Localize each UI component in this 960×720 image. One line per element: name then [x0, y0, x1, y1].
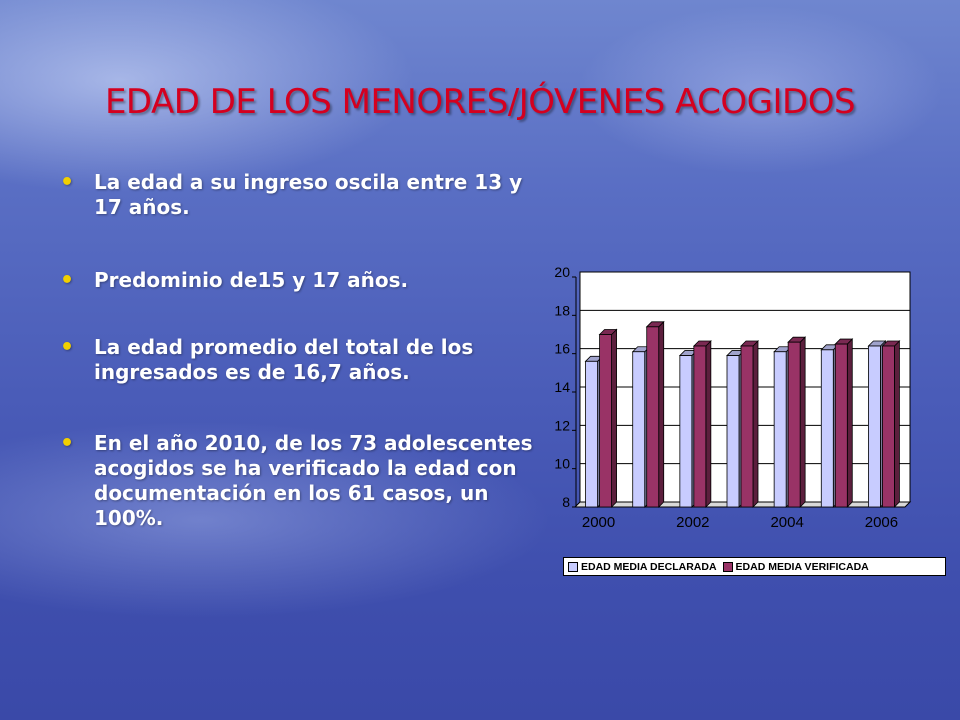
- bar-side: [659, 322, 664, 507]
- bar: [882, 346, 894, 507]
- bullet-item: [60, 268, 540, 293]
- bullet-dot-icon: •: [60, 431, 75, 456]
- x-tick-label: 2000: [581, 514, 616, 531]
- legend-label-declarada: EDAD MEDIA DECLARADA: [581, 560, 717, 573]
- bullet-text: La edad promedio del total de los ingresados es de 16,7 años.: [94, 335, 474, 384]
- bar-side: [894, 341, 899, 507]
- bar: [647, 327, 659, 507]
- bar-side: [847, 339, 852, 507]
- bullet-item: [60, 335, 540, 385]
- legend-swatch-declarada: [568, 562, 578, 572]
- bar: [600, 335, 612, 508]
- bar: [586, 361, 598, 507]
- bullet-text: En el año 2010, de los 73 adolescentes acogidos se ha verificado la edad con documentación en los 61 casos, un 100%.: [94, 431, 533, 530]
- bullet-item: [60, 431, 540, 531]
- legend-item-declarada: [568, 561, 717, 573]
- bar-side: [706, 341, 711, 507]
- slide-title: EDAD DE LOS MENORES/JÓVENES ACOGIDOS: [104, 82, 856, 122]
- bar: [727, 356, 739, 507]
- bullet-dot-icon: •: [60, 335, 75, 360]
- bar: [680, 356, 692, 507]
- bullet-dot-icon: •: [60, 268, 75, 293]
- bullet-list: [60, 170, 540, 531]
- bullet-dot-icon: •: [60, 170, 75, 195]
- bar-side: [612, 330, 617, 508]
- bar: [835, 344, 847, 507]
- y-tick-label: 18: [554, 302, 570, 319]
- bullet-text: Predominio de15 y 17 años.: [94, 268, 409, 292]
- chart-legend: [563, 557, 946, 576]
- bar: [788, 342, 800, 507]
- bar: [821, 350, 833, 507]
- y-tick-label: 20: [554, 264, 570, 280]
- bullet-item: [60, 170, 540, 220]
- bullet-text: La edad a su ingreso oscila entre 13 y 17 años.: [94, 170, 523, 219]
- legend-swatch-verificada: [723, 562, 733, 572]
- legend-item-verificada: [723, 561, 869, 573]
- bar: [868, 346, 880, 507]
- x-tick-label: 2006: [864, 514, 899, 531]
- bar: [694, 346, 706, 507]
- bar-side: [800, 337, 805, 507]
- legend-label-verificada: EDAD MEDIA VERIFICADA: [735, 560, 869, 573]
- y-tick-label: 14: [554, 379, 570, 395]
- y-tick-label: 12: [554, 417, 570, 434]
- y-tick-label: 8: [562, 494, 570, 510]
- bar-side: [753, 341, 758, 507]
- x-tick-label: 2004: [770, 514, 804, 531]
- bar: [741, 346, 753, 507]
- bar: [633, 352, 645, 507]
- y-tick-label: 16: [554, 340, 570, 357]
- bar: [774, 352, 786, 507]
- x-tick-label: 2002: [676, 514, 710, 531]
- age-bar-chart: [540, 250, 920, 540]
- y-tick-label: 10: [554, 455, 570, 472]
